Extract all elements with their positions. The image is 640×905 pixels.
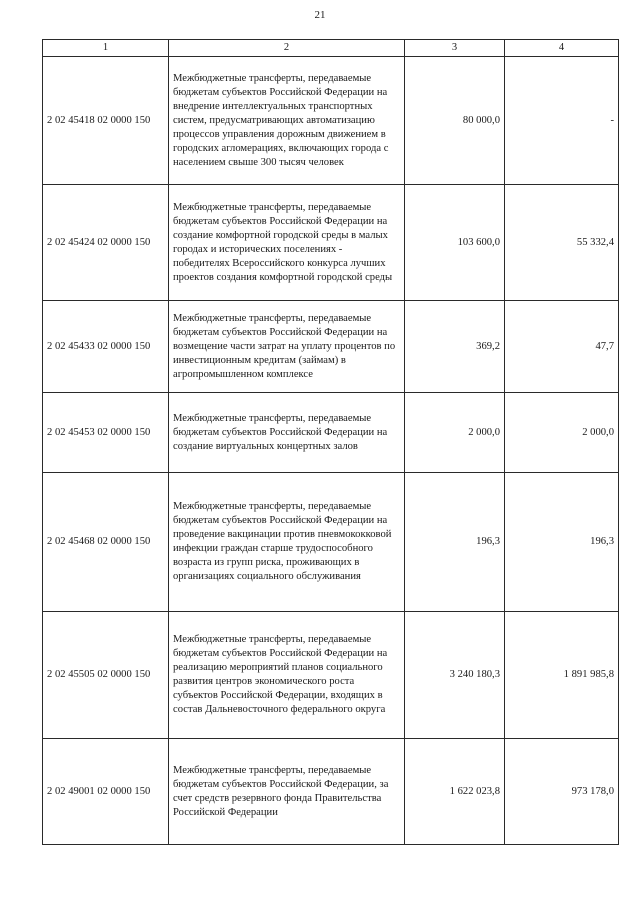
amount-col4: 55 332,4	[505, 185, 619, 301]
column-header: 2	[169, 40, 405, 57]
amount-col4: 973 178,0	[505, 739, 619, 845]
column-header: 1	[43, 40, 169, 57]
amount-col4: 2 000,0	[505, 393, 619, 473]
amount-col4: -	[505, 57, 619, 185]
transfer-description: Межбюджетные трансферты, передаваемые бюджетам субъектов Российской Федерации на внедрение интеллектуальных транспортных систем, предусматривающих автоматизацию процессов управления дорожным движением в городских агломерациях, включающих города с населением свыше 300 тысяч человек	[169, 57, 405, 185]
amount-col3: 103 600,0	[405, 185, 505, 301]
table-row	[43, 612, 619, 739]
transfer-description: Межбюджетные трансферты, передаваемые бюджетам субъектов Российской Федерации на создание комфортной городской среды в малых городах и исторических поселениях - победителях Всероссийского конкурса лучших проектов создания комфортной городской среды	[169, 185, 405, 301]
budget-code: 2 02 45505 02 0000 150	[43, 612, 169, 739]
table-row	[43, 473, 619, 612]
amount-col3: 2 000,0	[405, 393, 505, 473]
column-header: 3	[405, 40, 505, 57]
transfer-description: Межбюджетные трансферты, передаваемые бюджетам субъектов Российской Федерации, за счет средств резервного фонда Правительства Российской Федерации	[169, 739, 405, 845]
transfer-description: Межбюджетные трансферты, передаваемые бюджетам субъектов Российской Федерации на возмещение части затрат на уплату процентов по инвестиционным кредитам (займам) в агропромышленном комплексе	[169, 301, 405, 393]
amount-col3: 1 622 023,8	[405, 739, 505, 845]
table-header-row	[43, 40, 619, 57]
amount-col3: 80 000,0	[405, 57, 505, 185]
table-row	[43, 185, 619, 301]
transfer-description: Межбюджетные трансферты, передаваемые бюджетам субъектов Российской Федерации на реализацию мероприятий планов социального развития центров экономического роста субъектов Российской Федерации, входящих в состав Дальневосточного федерального округа	[169, 612, 405, 739]
budget-code: 2 02 45418 02 0000 150	[43, 57, 169, 185]
page-number: 21	[314, 9, 326, 21]
amount-col3: 196,3	[405, 473, 505, 612]
table-row	[43, 393, 619, 473]
amount-col3: 3 240 180,3	[405, 612, 505, 739]
table-row	[43, 301, 619, 393]
amount-col4: 47,7	[505, 301, 619, 393]
transfer-description: Межбюджетные трансферты, передаваемые бюджетам субъектов Российской Федерации на создание виртуальных концертных залов	[169, 393, 405, 473]
budget-table	[42, 39, 619, 845]
amount-col4: 196,3	[505, 473, 619, 612]
amount-col4: 1 891 985,8	[505, 612, 619, 739]
budget-code: 2 02 45468 02 0000 150	[43, 473, 169, 612]
transfer-description: Межбюджетные трансферты, передаваемые бюджетам субъектов Российской Федерации на проведение вакцинации против пневмококковой инфекции граждан старше трудоспособного возраста из групп риска, проживающих в организациях социального обслуживания	[169, 473, 405, 612]
budget-code: 2 02 45433 02 0000 150	[43, 301, 169, 393]
budget-code: 2 02 45453 02 0000 150	[43, 393, 169, 473]
table-row	[43, 739, 619, 845]
amount-col3: 369,2	[405, 301, 505, 393]
budget-code: 2 02 49001 02 0000 150	[43, 739, 169, 845]
table-row	[43, 57, 619, 185]
budget-code: 2 02 45424 02 0000 150	[43, 185, 169, 301]
column-header: 4	[505, 40, 619, 57]
